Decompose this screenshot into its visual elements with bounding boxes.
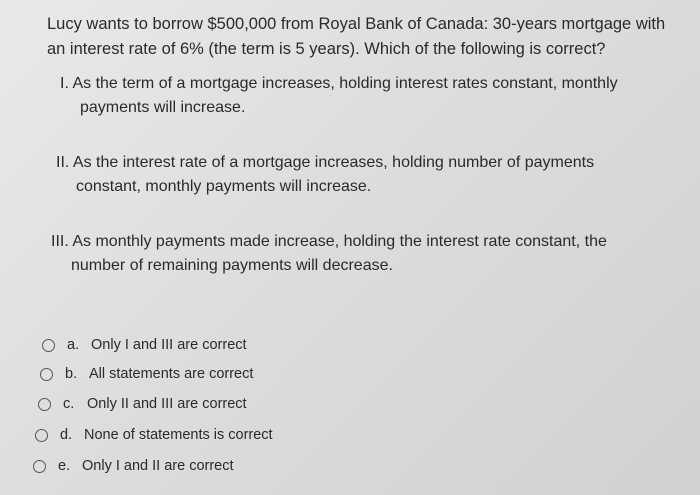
radio-button-icon[interactable] xyxy=(40,368,53,381)
statement-2 xyxy=(56,151,656,199)
option-label: Only II and III are correct xyxy=(87,396,247,412)
option-b[interactable] xyxy=(40,363,253,385)
statement-line: payments will increase. xyxy=(80,99,246,116)
option-d[interactable] xyxy=(35,424,273,446)
option-letter: e. xyxy=(58,458,71,474)
question-line: Lucy wants to borrow $500,000 from Royal Bank of Canada: 30-years mortgage with xyxy=(47,15,666,33)
statement-line: constant, monthly payments will increase. xyxy=(76,178,372,195)
option-letter: c. xyxy=(63,396,75,412)
option-c[interactable] xyxy=(38,393,247,415)
statement-line: number of remaining payments will decrease. xyxy=(71,257,393,274)
option-label: Only I and III are correct xyxy=(91,337,247,353)
question-line: an interest rate of 6% (the term is 5 years). Which of the following is correct? xyxy=(47,40,606,58)
option-letter: a. xyxy=(67,337,80,353)
radio-button-icon[interactable] xyxy=(33,460,46,473)
option-letter: d. xyxy=(60,427,73,443)
option-letter: b. xyxy=(65,366,78,382)
option-label: None of statements is correct xyxy=(84,427,273,443)
option-a[interactable] xyxy=(42,334,247,356)
statement-1 xyxy=(60,72,660,120)
option-e[interactable] xyxy=(33,455,234,477)
radio-button-icon[interactable] xyxy=(42,339,55,352)
question-text xyxy=(47,12,687,62)
statement-line: II. As the interest rate of a mortgage increases, holding number of payments xyxy=(56,154,595,171)
radio-button-icon[interactable] xyxy=(35,429,48,442)
option-label: Only I and II are correct xyxy=(82,458,234,474)
statement-3 xyxy=(51,230,651,278)
radio-button-icon[interactable] xyxy=(38,398,51,411)
statement-line: III. As monthly payments made increase, holding the interest rate constant, the xyxy=(51,233,607,250)
option-label: All statements are correct xyxy=(89,366,254,382)
statement-line: I. As the term of a mortgage increases, holding interest rates constant, monthly xyxy=(60,75,618,92)
